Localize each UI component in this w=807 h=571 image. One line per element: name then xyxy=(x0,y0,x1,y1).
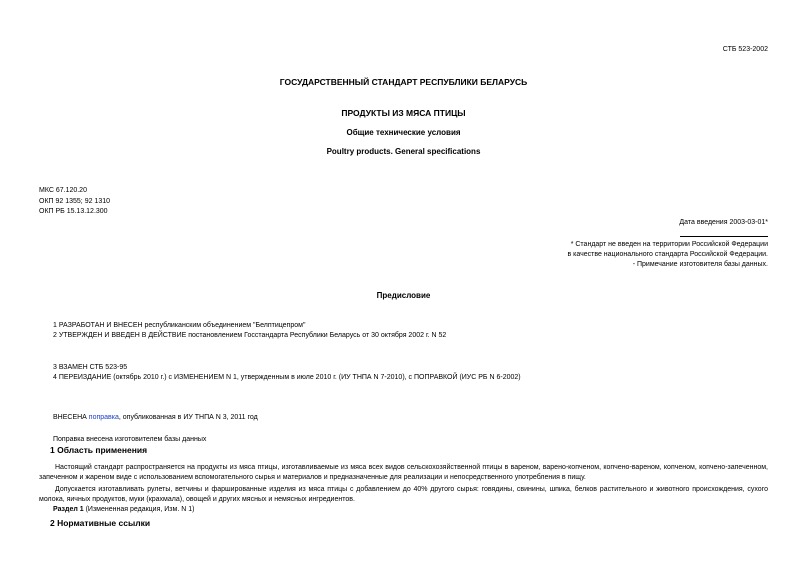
section-note-text: (Измененная редакция, Изм. N 1) xyxy=(83,506,195,513)
code-mks: МКС 67.120.20 xyxy=(39,187,87,194)
scope-paragraph: Допускается изготавливать рулеты, ветчины и фаршированные изделия из мяса птицы с добавлением до 40% другого сырья: говядины, свинины, шпика, белков растительного и животного происхождения, сухого молока, яичных продуктов, муки (крахмала), овощей и других мясных и немясных ингредиентов. xyxy=(39,486,768,503)
amendment-suffix: , опубликованная в ИУ ТНПА N 3, 2011 год xyxy=(118,414,258,421)
amendment-line xyxy=(53,414,258,421)
document-number: СТБ 523-2002 xyxy=(722,46,768,53)
code-okp: ОКП 92 1355; 92 1310 xyxy=(39,197,110,205)
foreword-title: Предисловие xyxy=(376,291,431,300)
scope-paragraph: Настоящий стандарт распространяется на продукты из мяса птицы, изготавливаемые из мяса всех видов сельскохозяйственной птицы в вареном, варено-копченом, копчено-вареном, копченом, копчено-запеченном, запеченном и жареном виде с использованием вспомогательного сырья и материалов и предназначенные для реализации и непосредственного употребления в пищу. xyxy=(39,464,768,481)
amendment-prefix: ВНЕСЕНА xyxy=(53,414,89,421)
standard-title: ГОСУДАРСТВЕННЫЙ СТАНДАРТ РЕСПУБЛИКИ БЕЛАРУСЬ xyxy=(279,77,528,87)
product-title: ПРОДУКТЫ ИЗ МЯСА ПТИЦЫ xyxy=(341,108,466,118)
foreword-item: 1 РАЗРАБОТАН И ВНЕСЕН республиканским объединением "Белптицепром" xyxy=(53,322,306,329)
footnote-line: * Стандарт не введен на территории Российской Федерации xyxy=(570,241,768,248)
footnote-divider xyxy=(680,236,768,237)
english-title: Poultry products. General specifications xyxy=(326,147,481,156)
section-heading-scope: 1 Область применения xyxy=(50,445,148,455)
introduction-date: Дата введения 2003-03-01* xyxy=(679,219,768,226)
amendment-link[interactable]: поправка xyxy=(88,414,119,421)
document-subtitle: Общие технические условия xyxy=(346,128,461,137)
footnote-line: - Примечание изготовителя базы данных. xyxy=(632,261,768,268)
foreword-item: 3 ВЗАМЕН СТБ 523-95 xyxy=(53,364,128,371)
footnote xyxy=(567,240,768,270)
footnote-line: в качестве национального стандарта Российской Федерации. xyxy=(567,251,768,258)
classification-codes xyxy=(39,186,110,218)
amendment-note: Поправка внесена изготовителем базы данных xyxy=(53,436,207,443)
section-note-label: Раздел 1 xyxy=(53,506,84,513)
section-edit-note xyxy=(53,506,194,513)
code-okp-rb: ОКП РБ 15.13.12.300 xyxy=(39,208,108,215)
foreword-item: 4 ПЕРЕИЗДАНИЕ (октябрь 2010 г.) с ИЗМЕНЕНИЕМ N 1, утвержденным в июле 2010 г. (ИУ ТНПА N 7-2010), с ПОПРАВКОЙ (ИУС РБ N 6-2002) xyxy=(53,374,521,381)
section-heading-references: 2 Нормативные ссылки xyxy=(50,518,151,528)
foreword-item: 2 УТВЕРЖДЕН И ВВЕДЕН В ДЕЙСТВИЕ постановлением Госстандарта Республики Беларусь от 30 октября 2002 г. N 52 xyxy=(53,332,447,339)
